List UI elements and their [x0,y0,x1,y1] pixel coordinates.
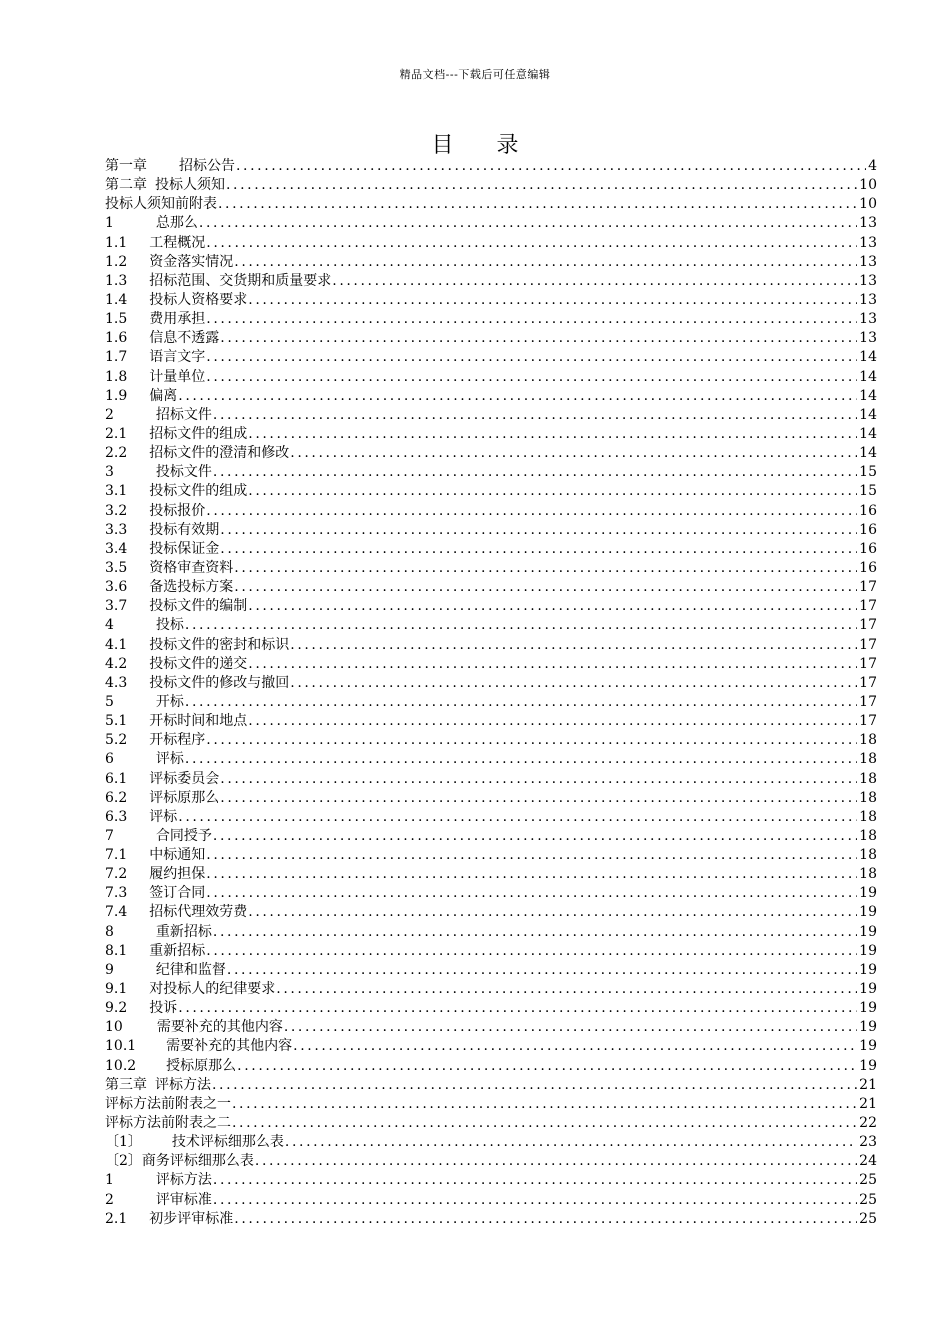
toc-leader-dots [233,559,857,578]
toc-entry-label: 初步评审标准 [149,1210,234,1227]
toc-leader-dots [233,1210,857,1229]
toc-entry[interactable] [105,789,877,808]
toc-entry[interactable] [105,234,877,253]
toc-entry-page: 19 [859,942,877,959]
toc-entry-page: 19 [859,1019,877,1036]
toc-entry-label: 招标范围、交货期和质量要求 [149,272,332,289]
toc-entry-label: 投标人资格要求 [149,291,248,308]
toc-entry-page: 13 [859,253,877,270]
toc-entry-number: 1.9 [105,387,128,404]
toc-entry-label: 履约担保 [149,866,206,883]
toc-entry-page: 18 [859,808,877,825]
toc-entry-page: 18 [859,770,877,787]
toc-leader-dots [219,789,857,808]
toc-entry-number: 9.1 [105,981,128,998]
toc-entry-number: 10 [105,1019,123,1036]
toc-entry-label: 招标公告 [179,158,235,174]
toc-entry[interactable] [105,750,877,769]
toc-leader-dots [198,214,857,233]
toc-entry-label: 投标人须知前附表 [105,196,217,213]
toc-leader-dots [247,482,857,501]
toc-entry[interactable] [105,444,877,463]
toc-entry-page: 17 [859,674,877,691]
toc-entry-label: 资金落实情况 [149,253,234,270]
toc-entry-number: 4.3 [105,674,128,691]
toc-entry-label: 备选投标方案 [149,579,234,596]
toc-entry-page: 17 [859,655,877,672]
toc-entry-label: 签订合同 [149,885,206,902]
toc-entry[interactable] [105,195,877,214]
toc-entry-label: 评标方法 [155,1172,212,1189]
toc-entry-page: 18 [859,751,877,768]
toc-leader-dots [184,750,857,769]
toc-entry-number: 6.2 [105,789,128,806]
toc-entry-label: 投标人须知 [155,177,225,194]
toc-entry-label: 评审标准 [155,1191,212,1208]
toc-entry-label: 开标程序 [149,732,206,749]
toc-entry[interactable] [105,540,877,559]
toc-leader-dots [212,827,857,846]
toc-entry-number: 3.4 [105,540,128,557]
toc-entry-number: 5 [105,693,114,710]
toc-leader-dots [275,980,857,999]
toc-entry-label: 投标保证金 [149,540,220,557]
toc-entry[interactable] [105,827,877,846]
toc-entry[interactable] [105,406,877,425]
toc-entry-page: 10 [859,177,877,194]
toc-leader-dots [205,502,857,521]
toc-leader-dots [205,884,857,903]
toc-entry-page: 19 [859,885,877,902]
toc-entry-page: 18 [859,847,877,864]
toc-entry-label: 评标委员会 [149,770,220,787]
toc-entry[interactable] [105,291,877,310]
toc-leader-dots [247,712,857,731]
toc-leader-dots [217,195,857,214]
toc-entry-label: 授标原那么 [166,1057,237,1074]
toc-entry-label: 招标代理效劳费 [149,904,248,921]
toc-entry[interactable] [105,846,877,865]
toc-entry[interactable] [105,329,877,348]
toc-leader-dots [205,942,857,961]
toc-entry-page: 17 [859,693,877,710]
toc-entry-page: 16 [859,559,877,576]
toc-leader-dots [211,1076,857,1095]
toc-entry[interactable] [105,942,877,961]
toc-entry[interactable] [105,253,877,272]
toc-entry-number: 9.2 [105,1000,128,1017]
toc-entry-label: 重新招标 [149,942,206,959]
toc-entry[interactable] [105,578,877,597]
toc-entry-page: 17 [859,598,877,615]
toc-entry[interactable] [105,1133,877,1152]
toc-leader-dots [231,1095,857,1114]
toc-entry-number: 4.1 [105,636,128,653]
toc-entry-page: 13 [859,272,877,289]
toc-entry-label: 语言文字 [149,349,206,366]
toc-entry-label: 评标方法 [155,1076,211,1093]
toc-entry[interactable] [105,616,877,635]
toc-entry[interactable] [105,655,877,674]
toc-entry-page: 21 [859,1076,877,1093]
toc-leader-dots [184,693,857,712]
toc-leader-dots [289,674,857,693]
toc-entry-number: 1 [105,1172,114,1189]
toc-entry-number: 10.2 [105,1057,137,1074]
toc-entry-number: 1.3 [105,272,128,289]
toc-entry[interactable] [105,731,877,750]
toc-leader-dots [212,1171,857,1190]
toc-entry-page: 14 [859,349,877,366]
toc-leader-dots [247,903,857,922]
toc-entry[interactable] [105,693,877,712]
toc-entry-page: 24 [859,1153,877,1170]
toc-entry-number: 1.8 [105,368,128,385]
toc-leader-dots [212,1191,857,1210]
toc-entry[interactable] [105,770,877,789]
toc-entry-number: 3.6 [105,579,128,596]
toc-leader-dots [177,808,857,827]
toc-entry-label: 重新招标 [155,923,212,940]
toc-entry-number: 1.5 [105,311,128,328]
toc-entry-number: 1.7 [105,349,128,366]
toc-entry[interactable] [105,1210,877,1229]
toc-entry-number: 4.2 [105,655,128,672]
toc-entry[interactable] [105,1018,877,1037]
toc-entry-label: 开标时间和地点 [149,713,248,730]
toc-entry-page: 25 [859,1172,877,1189]
toc-entry-page: 19 [859,961,877,978]
toc-entry[interactable] [105,961,877,980]
toc-entry-label: 投标文件的组成 [149,483,248,500]
toc-leader-dots [212,463,857,482]
toc-entry-page: 13 [859,311,877,328]
toc-entry[interactable] [105,597,877,616]
toc-entry-number: 1.1 [105,234,128,251]
toc-entry-page: 18 [859,732,877,749]
toc-entry-page: 19 [859,981,877,998]
toc-entry-page: 19 [859,904,877,921]
toc-leader-dots [205,310,857,329]
toc-entry-number: 3.5 [105,559,128,576]
toc-entry[interactable] [105,559,877,578]
toc-entry[interactable] [105,808,877,827]
toc-entry-page: 10 [859,196,877,213]
toc-leader-dots [289,636,857,655]
toc-entry-label: 招标文件的澄清和修改 [149,445,290,462]
toc-entry-label: 商务评标细那么表 [141,1153,254,1170]
toc-entry-label: 投标文件的密封和标识 [149,636,290,653]
toc-leader-dots [289,444,857,463]
toc-entry-label: 评标 [149,808,178,825]
toc-entry-page: 14 [859,445,877,462]
toc-entry[interactable] [105,310,877,329]
toc-entry[interactable] [105,1171,877,1190]
toc-entry-label: 投标文件 [155,464,212,481]
toc-entry-label: 需要补充的其他内容 [166,1038,293,1055]
toc-entry[interactable] [105,368,877,387]
toc-entry-label: 评标方法前附表之二 [105,1115,231,1132]
toc-leader-dots [177,387,857,406]
toc-entry-number: 6 [105,751,114,768]
toc-leader-dots [247,291,857,310]
toc-leader-dots [184,616,857,635]
toc-entry-number: 6.3 [105,808,128,825]
toc-leader-dots [212,406,857,425]
toc-leader-dots [247,425,857,444]
toc-leader-dots [236,1057,857,1076]
toc-entry-label: 投标 [155,617,184,634]
page-header: 精品文档---下载后可任意编辑 [399,68,551,81]
toc-leader-dots [205,368,857,387]
toc-entry[interactable] [105,425,877,444]
toc-entry-page: 16 [859,502,877,519]
toc-entry[interactable] [105,157,877,176]
toc-entry-number: 8.1 [105,942,128,959]
toc-entry-label: 偏离 [149,387,178,404]
toc-entry-label: 投标文件的递交 [149,655,248,672]
toc-entry-number: 3.3 [105,521,128,538]
toc-entry[interactable] [105,980,877,999]
toc-entry-label: 资格审查资料 [149,559,234,576]
toc-entry-label: 评标原那么 [149,789,220,806]
toc-entry-number: 第一章 [105,158,147,174]
toc-leader-dots [219,770,857,789]
toc-entry-number: 7.2 [105,866,128,883]
toc-entry-label: 合同授予 [155,827,212,844]
toc-entry-number: 4 [105,617,114,634]
toc-entry-number: 5.1 [105,713,128,730]
toc-entry-label: 投标文件的修改与撤回 [149,674,290,691]
toc-entry-number: 2 [105,406,114,423]
toc-entry-page: 17 [859,636,877,653]
toc-entry-label: 投标文件的编制 [149,598,248,615]
toc-entry-number: 2 [105,1191,114,1208]
toc-entry-number: 7.4 [105,904,128,921]
toc-entry-label: 信息不透露 [149,330,220,347]
toc-entry-label: 投标报价 [149,502,206,519]
toc-entry-number: 第二章 [105,177,147,194]
toc-entry[interactable] [105,1152,877,1171]
toc-leader-dots [205,731,857,750]
toc-entry[interactable] [105,674,877,693]
toc-entry-page: 13 [859,234,877,251]
toc-entry-label: 评标方法前附表之一 [105,1095,231,1112]
toc-entry-number: 3.7 [105,598,128,615]
toc-entry-number: 〔1〕 [105,1134,142,1151]
toc-entry-number: 〔2〕 [105,1153,142,1170]
toc-entry[interactable] [105,1095,877,1114]
toc-leader-dots [254,1152,857,1171]
toc-entry[interactable] [105,521,877,540]
toc-entry-number: 1.4 [105,291,128,308]
toc-entry-number: 2.1 [105,1210,128,1227]
toc-entry-number: 6.1 [105,770,128,787]
toc-entry-label: 纪律和监督 [155,961,226,978]
toc-title: 目 录 [431,133,537,158]
toc-entry-number: 2.2 [105,445,128,462]
toc-entry-page: 19 [859,1038,877,1055]
toc-entry-label: 计量单位 [149,368,206,385]
toc-entry-page: 18 [859,866,877,883]
toc-entry-page: 16 [859,521,877,538]
toc-entry-label: 技术评标细那么表 [171,1134,284,1151]
toc-entry-number: 7.3 [105,885,128,902]
toc-entry-number: 1.6 [105,330,128,347]
toc-entry[interactable] [105,712,877,731]
toc-entry-label: 需要补充的其他内容 [156,1019,283,1036]
toc-entry-page: 17 [859,579,877,596]
toc-entry-number: 2.1 [105,425,128,442]
toc-entry-page: 23 [859,1134,877,1151]
toc-entry[interactable] [105,502,877,521]
toc-entry-number: 第三章 [105,1076,147,1093]
toc-entry[interactable] [105,903,877,922]
toc-entry-page: 18 [859,827,877,844]
toc-entry-label: 开标 [155,693,184,710]
toc-entry-page: 21 [859,1095,877,1112]
toc-leader-dots [205,348,857,367]
toc-entry-number: 8 [105,923,114,940]
toc-entry-page: 16 [859,540,877,557]
toc-entry-page: 25 [859,1191,877,1208]
toc-entry-page: 13 [859,291,877,308]
toc-entry-number: 1 [105,215,114,232]
toc-entry[interactable] [105,999,877,1018]
toc-entry[interactable] [105,884,877,903]
toc-entry[interactable] [105,176,877,195]
toc-leader-dots [331,272,857,291]
toc-leader-dots [283,1018,857,1037]
toc-leader-dots [225,176,857,195]
toc-entry-page: 15 [859,483,877,500]
toc-entry-label: 招标文件的组成 [149,425,248,442]
toc-entry[interactable] [105,636,877,655]
toc-entry[interactable] [105,1076,877,1095]
toc-entry-page: 13 [859,330,877,347]
toc-entry-page: 17 [859,617,877,634]
toc-entry-label: 对投标人的纪律要求 [149,981,276,998]
toc-entry[interactable] [105,348,877,367]
toc-entry-number: 1.2 [105,253,128,270]
toc-leader-dots [284,1133,857,1152]
toc-entry-page: 19 [859,1057,877,1074]
toc-entry-number: 5.2 [105,732,128,749]
toc-entry-number: 10.1 [105,1038,137,1055]
toc-entry-page: 4 [868,158,877,174]
toc-entry-number: 3.1 [105,483,128,500]
toc-entry[interactable] [105,1114,877,1133]
toc-leader-dots [292,1037,857,1056]
toc-entry-page: 18 [859,789,877,806]
toc-entry-number: 3.2 [105,502,128,519]
toc-entry-label: 中标通知 [149,847,206,864]
toc-entry-page: 13 [859,215,877,232]
toc-entry-number: 7.1 [105,847,128,864]
toc-entry-page: 14 [859,387,877,404]
toc-leader-dots [205,234,857,253]
toc-entry-number: 3 [105,464,114,481]
toc-leader-dots [235,157,866,176]
toc-entry-page: 14 [859,425,877,442]
toc-entry-page: 15 [859,464,877,481]
toc-leader-dots [247,597,857,616]
toc-leader-dots [205,846,857,865]
toc-leader-dots [177,999,857,1018]
toc-entry-page: 19 [859,1000,877,1017]
toc-entry-page: 17 [859,713,877,730]
toc-entry-label: 费用承担 [149,311,206,328]
toc-entry[interactable] [105,865,877,884]
toc-entry-page: 19 [859,923,877,940]
toc-entry[interactable] [105,272,877,291]
toc-entry[interactable] [105,387,877,406]
toc-leader-dots [219,329,857,348]
toc-leader-dots [233,253,857,272]
toc-leader-dots [247,655,857,674]
table-of-contents [105,157,877,1229]
toc-entry-number: 9 [105,961,114,978]
toc-entry[interactable] [105,1191,877,1210]
toc-leader-dots [219,540,857,559]
toc-leader-dots [219,521,857,540]
toc-entry-label: 招标文件 [155,406,212,423]
toc-leader-dots [212,923,857,942]
toc-entry[interactable] [105,1037,877,1056]
toc-entry[interactable] [105,1057,877,1076]
toc-entry[interactable] [105,482,877,501]
toc-leader-dots [231,1114,857,1133]
toc-entry-label: 总那么 [155,215,198,232]
toc-leader-dots [205,865,857,884]
toc-entry-page: 14 [859,368,877,385]
toc-entry-label: 投诉 [149,1000,178,1017]
toc-entry[interactable] [105,923,877,942]
toc-leader-dots [233,578,857,597]
toc-entry-label: 投标有效期 [149,521,220,538]
toc-entry-page: 25 [859,1210,877,1227]
toc-leader-dots [226,961,857,980]
toc-entry-number: 7 [105,827,114,844]
toc-entry-page: 14 [859,406,877,423]
toc-entry[interactable] [105,463,877,482]
toc-entry-label: 评标 [155,751,184,768]
toc-entry[interactable] [105,214,877,233]
toc-entry-label: 工程概况 [149,234,206,251]
toc-entry-page: 22 [859,1115,877,1132]
